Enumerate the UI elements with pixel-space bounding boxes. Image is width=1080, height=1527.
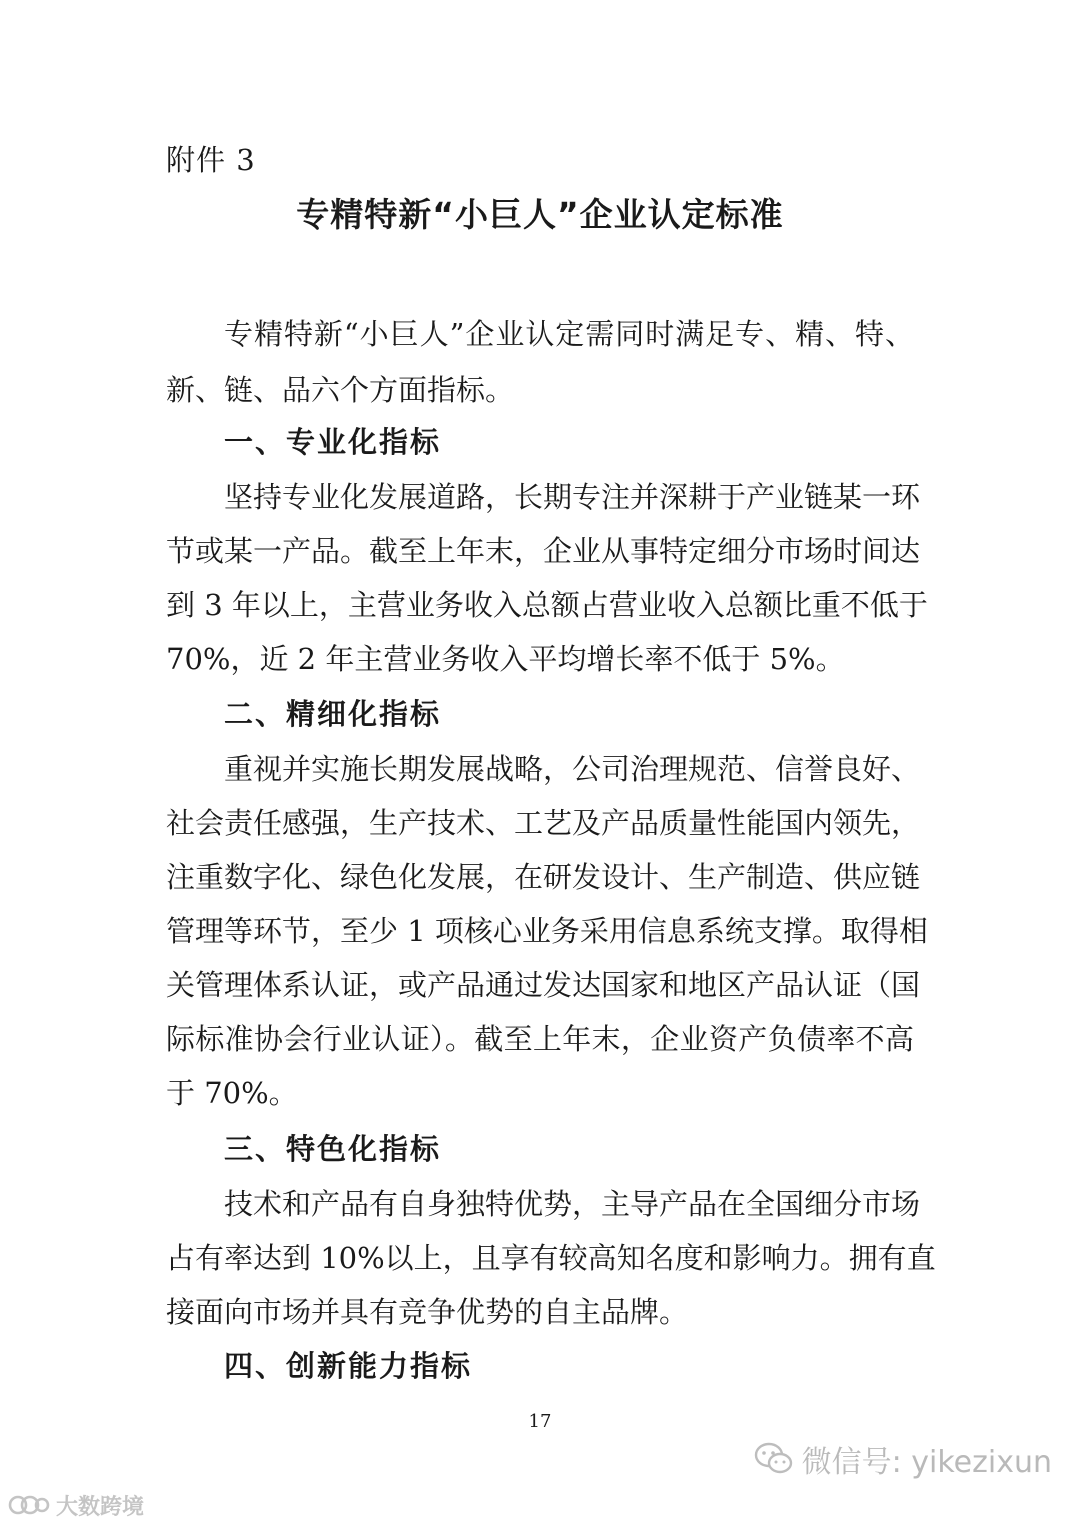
section-heading-specialization: 一、专业化指标 — [224, 425, 442, 459]
document-title: 专精特新“小巨人”企业认定标准 — [296, 195, 784, 234]
intro-line-2: 新、链、品六个方面指标。 — [166, 373, 515, 407]
section2-line-1: 重视并实施长期发展战略，公司治理规范、信誉良好、 — [224, 752, 921, 786]
intro-line-1: 专精特新“小巨人”企业认定需同时满足专、精、特、 — [224, 317, 914, 351]
section3-line-1: 技术和产品有自身独特优势，主导产品在全国细分市场 — [224, 1187, 921, 1221]
section1-line-1: 坚持专业化发展道路，长期专注并深耕于产业链某一环 — [224, 480, 921, 514]
section3-line-3: 接面向市场并具有竞争优势的自主品牌。 — [166, 1295, 689, 1329]
section-heading-refinement: 二、精细化指标 — [224, 697, 442, 731]
brand-logo-icon — [8, 1491, 52, 1519]
section2-line-5: 关管理体系认证，或产品通过发达国家和地区产品认证（国 — [166, 968, 921, 1002]
attachment-label: 附件 3 — [166, 143, 256, 177]
page-number: 17 — [528, 1411, 552, 1432]
section1-line-2: 节或某一产品。截至上年末，企业从事特定细分市场时间达 — [166, 534, 921, 568]
section3-line-2: 占有率达到 10%以上，且享有较高知名度和影响力。拥有直 — [166, 1241, 936, 1275]
section2-line-7: 于 70%。 — [166, 1076, 298, 1110]
section2-line-3: 注重数字化、绿色化发展，在研发设计、生产制造、供应链 — [166, 860, 921, 894]
section1-line-3: 到 3 年以上，主营业务收入总额占营业收入总额比重不低于 — [166, 588, 928, 622]
section2-line-2: 社会责任感强，生产技术、工艺及产品质量性能国内领先， — [166, 806, 921, 840]
section2-line-6: 际标准协会行业认证）。截至上年末，企业资产负债率不高 — [166, 1022, 914, 1056]
wechat-icon — [754, 1442, 794, 1476]
section-heading-characteristic: 三、特色化指标 — [224, 1132, 442, 1166]
brand-watermark — [8, 1488, 144, 1522]
wechat-id-text: 微信号: yikezixun — [801, 1445, 1052, 1480]
section2-line-4: 管理等环节，至少 1 项核心业务采用信息系统支撑。取得相 — [166, 914, 928, 948]
section-heading-innovation: 四、创新能力指标 — [224, 1349, 473, 1383]
wechat-watermark — [754, 1434, 1052, 1484]
brand-watermark-text: 大数跨境 — [56, 1494, 145, 1520]
section1-line-4: 70%，近 2 年主营业务收入平均增长率不低于 5%。 — [166, 642, 845, 676]
